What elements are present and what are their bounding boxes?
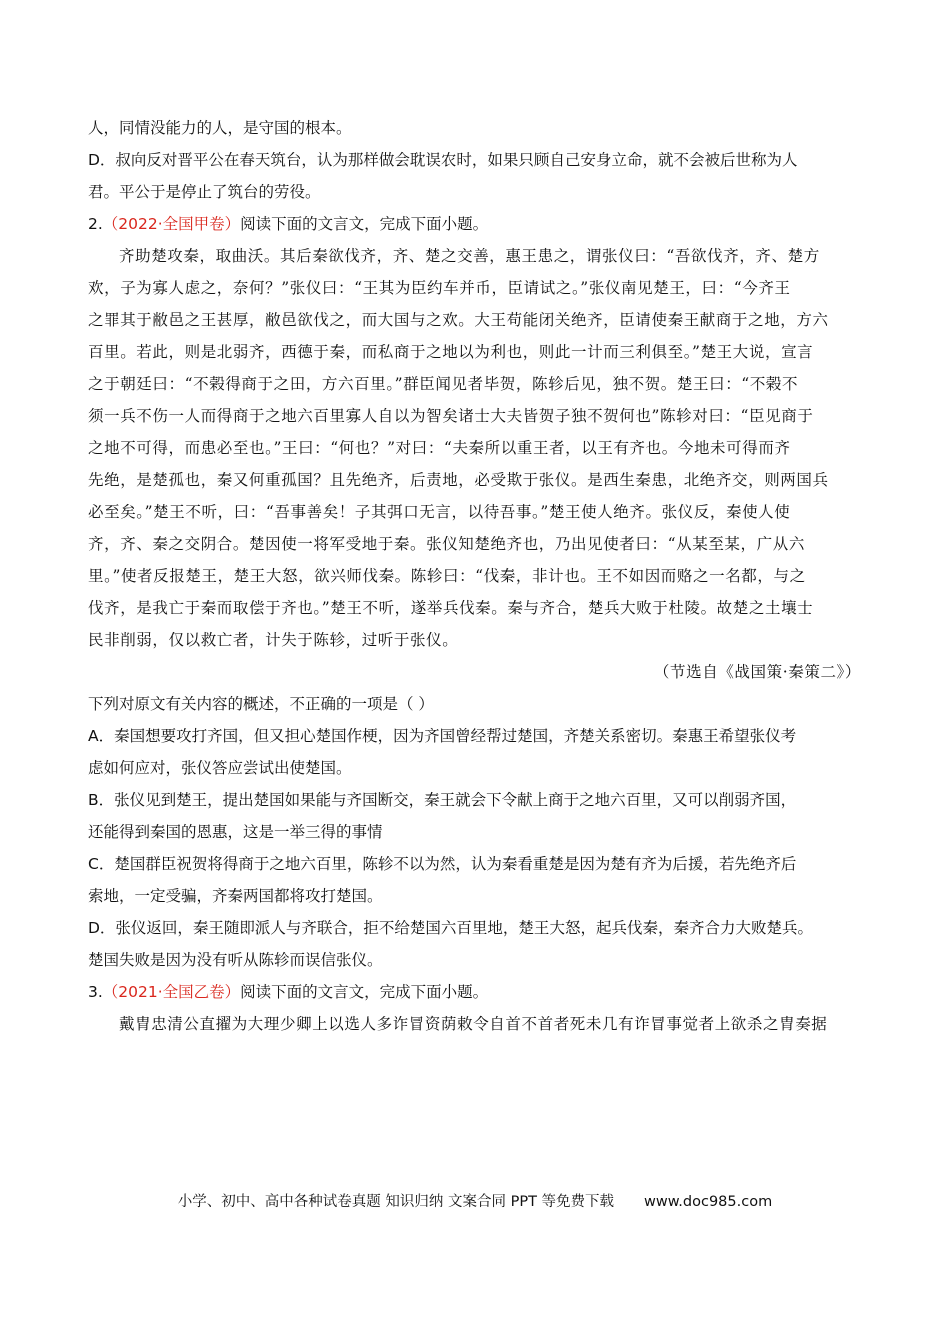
q1-option-d-line-2: 君。平公于是停止了筑台的劳役。 — [88, 183, 321, 201]
q3-passage-line: 戴胄忠清公直擢为大理少卿上以选人多诈冒资荫敕令自首不首者死未几有诈冒事觉者上欲杀之胄奏据 — [119, 1015, 828, 1033]
passage-line: 须一兵不伤一人而得商于之地六百里寡人自以为智矣诸士大夫皆贺子独不贺何也”陈轸对曰：“臣见商于 — [88, 407, 814, 425]
passage-line: 之于朝廷曰：“不榖得商于之田，方六百里。”群臣闻见者毕贺，陈轸后见，独不贺。楚王曰：“不榖不 — [88, 375, 799, 393]
passage-line: 之罪其于敝邑之王甚厚，敝邑欲伐之，而大国与之欢。大王苟能闭关绝齐，臣请使秦王献商于之地，方六 — [88, 311, 829, 329]
footer-text: 小学、初中、高中各种试卷真题 知识归纳 文案合同 PPT 等免费下载 — [177, 1194, 615, 1210]
q3-instruction: 阅读下面的文言文，完成下面小题。 — [240, 983, 489, 1001]
passage-line: 齐，齐、秦之交阴合。楚因使一将军受地于秦。张仪知楚绝齐也，乃出见使者曰：“从某至某，广从六 — [88, 535, 805, 553]
passage-line: 齐助楚攻秦，取曲沃。其后秦欲伐齐，齐、楚之交善，惠王患之，谓张仪曰：“吾欲伐齐，齐、楚方 — [119, 247, 820, 265]
q2-option-c-line-2: 索地，一定受骗，齐秦两国都将攻打楚国。 — [88, 887, 383, 905]
q1-option-c-tail: 人，同情没能力的人，是守国的根本。 — [88, 119, 352, 137]
q2-option-d-line-1: D．张仪返回，秦王随即派人与齐联合，拒不给楚国六百里地，楚王大怒，起兵伐秦，秦齐合力大败楚兵。 — [88, 919, 813, 937]
q3-number: 3. — [88, 983, 103, 1001]
exam-page — [88, 112, 863, 1040]
page-footer — [0, 1190, 950, 1211]
q3-source-tag: （2021·全国乙卷） — [102, 983, 241, 1001]
passage-line: 里。”使者反报楚王，楚王大怒，欲兴师伐秦。陈轸曰：“伐秦，非计也。王不如因而赂之一名都，与之 — [88, 567, 806, 585]
passage-line: 必至矣。”楚王不听，曰：“吾事善矣！子其弭口无言，以待吾事。”楚王使人绝齐。张仪反，秦使人使 — [88, 503, 791, 521]
q2-passage — [88, 240, 863, 656]
passage-line: 百里。若此，则是北弱齐，西德于秦，而私商于之地以为利也，则此一计而三利俱至。”楚王大说，宣言 — [88, 343, 814, 361]
footer-url: www.doc985.com — [644, 1194, 773, 1210]
q2-option-b-line-1: B．张仪见到楚王，提出楚国如果能与齐国断交，秦王就会下令献上商于之地六百里，又可以削弱齐国， — [88, 791, 797, 809]
passage-line: 先绝，是楚孤也，秦又何重孤国？且先绝齐，后责地，必受欺于张仪。是西生秦患，北绝齐交，则两国兵 — [88, 471, 829, 489]
q2-option-d-line-2: 楚国失败是因为没有听从陈轸而误信张仪。 — [88, 951, 383, 969]
q2-number: 2. — [88, 215, 103, 233]
q2-options — [88, 720, 863, 976]
q2-citation: （节选自《战国策·秦策二》） — [653, 663, 861, 681]
q2-option-a-line-1: A．秦国想要攻打齐国，但又担心楚国作梗，因为齐国曾经帮过楚国，齐楚关系密切。秦惠王希望张仪考 — [88, 727, 797, 745]
q2-header — [88, 208, 863, 240]
q2-source-tag: （2022·全国甲卷） — [102, 215, 241, 233]
q2-question: 下列对原文有关内容的概述，不正确的一项是（ ） — [88, 695, 434, 713]
q2-option-c-line-1: C．楚国群臣祝贺将得商于之地六百里，陈轸不以为然，认为秦看重楚是因为楚有齐为后援，若先绝齐后 — [88, 855, 797, 873]
q2-option-a-line-2: 虑如何应对，张仪答应尝试出使楚国。 — [88, 759, 352, 777]
passage-line: 欢，子为寡人虑之，奈何？”张仪曰：“王其为臣约车并币，臣请试之。”张仪南见楚王，曰：“今齐王 — [88, 279, 791, 297]
passage-line: 民非削弱，仅以救亡者，计失于陈轸，过听于张仪。 — [88, 631, 459, 649]
passage-line: 之地不可得，而患必至也。”王曰：“何也？”对曰：“夫秦所以重王者，以王有齐也。今地未可得而齐 — [88, 439, 791, 457]
q2-option-b-line-2: 还能得到秦国的恩惠，这是一举三得的事情 — [88, 823, 383, 841]
q2-instruction: 阅读下面的文言文，完成下面小题。 — [240, 215, 489, 233]
q3-header — [88, 976, 863, 1008]
q1-option-d-line-1: D．叔向反对晋平公在春天筑台，认为那样做会耽误农时，如果只顾自己安身立命，就不会被后世称为人 — [88, 151, 798, 169]
passage-line: 伐齐，是我亡于秦而取偿于齐也。”楚王不听，遂举兵伐秦。秦与齐合，楚兵大败于杜陵。故楚之土壤士 — [88, 599, 814, 617]
